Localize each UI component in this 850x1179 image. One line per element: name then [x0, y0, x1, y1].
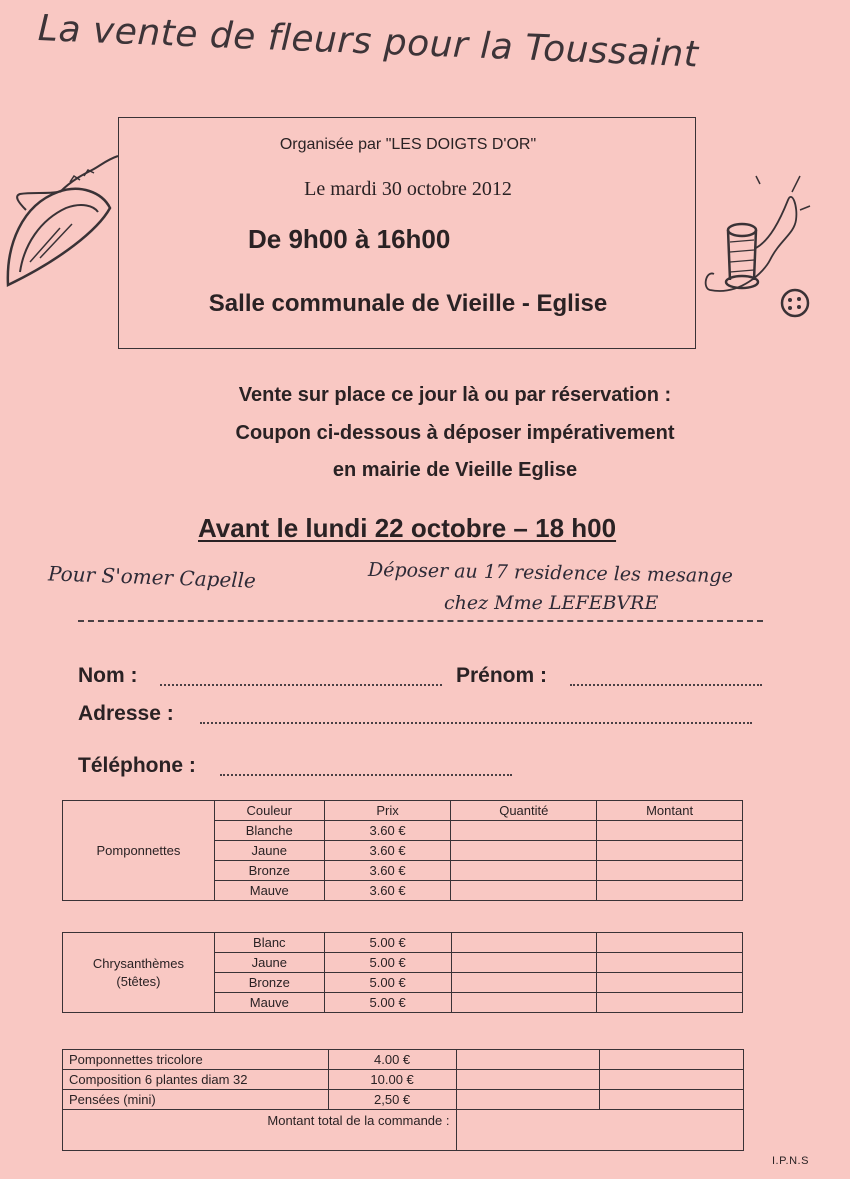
- color-cell: Mauve: [214, 993, 324, 1013]
- table-row: [63, 1070, 744, 1090]
- adresse-field[interactable]: [200, 722, 752, 724]
- amount-cell[interactable]: [600, 1070, 744, 1090]
- price-cell: 2,50 €: [328, 1090, 456, 1110]
- header-prix: Prix: [324, 801, 451, 821]
- table-row: [63, 933, 743, 953]
- price-cell: 5.00 €: [324, 953, 451, 973]
- price-cell: 10.00 €: [328, 1070, 456, 1090]
- color-cell: Bronze: [214, 973, 324, 993]
- quantity-cell[interactable]: [451, 861, 597, 881]
- sale-info-line1: Vente sur place ce jour là ou par réservation :: [238, 384, 672, 406]
- event-location: Salle communale de Vieille - Eglise: [208, 290, 608, 317]
- color-cell: Jaune: [214, 953, 324, 973]
- amount-cell[interactable]: [600, 1090, 744, 1110]
- quantity-cell[interactable]: [451, 821, 597, 841]
- color-cell: Blanche: [214, 821, 324, 841]
- quantity-cell[interactable]: [451, 841, 597, 861]
- prenom-label: Prénom :: [456, 664, 548, 687]
- quantity-cell[interactable]: [451, 933, 597, 953]
- handwritten-right-line2: chez Mme LEFEBVRE: [444, 592, 659, 614]
- quantity-cell[interactable]: [451, 993, 597, 1013]
- price-cell: 5.00 €: [324, 933, 451, 953]
- color-cell: Mauve: [214, 881, 324, 901]
- table-row: [63, 801, 743, 821]
- quantity-cell[interactable]: [456, 1070, 600, 1090]
- header-couleur: Couleur: [214, 801, 324, 821]
- event-hours: De 9h00 à 16h00: [248, 224, 451, 254]
- item-cell: Pomponnettes tricolore: [63, 1050, 329, 1070]
- amount-cell[interactable]: [597, 821, 743, 841]
- price-cell: 3.60 €: [324, 881, 451, 901]
- button-icon: [778, 286, 812, 320]
- amount-cell[interactable]: [597, 933, 743, 953]
- total-label: Montant total de la commande :: [63, 1110, 457, 1151]
- price-cell: 3.60 €: [324, 861, 451, 881]
- table-row: [63, 1110, 744, 1151]
- price-cell: 5.00 €: [324, 973, 451, 993]
- prenom-field[interactable]: [570, 684, 762, 686]
- ipns-footer: I.P.N.S: [772, 1155, 809, 1167]
- color-cell: Bronze: [214, 861, 324, 881]
- table-row: [63, 1090, 744, 1110]
- iron-icon: [0, 150, 125, 290]
- total-amount-cell[interactable]: [456, 1110, 744, 1151]
- event-date: Le mardi 30 octobre 2012: [304, 178, 512, 200]
- sale-info-line3: en mairie de Vieille Eglise: [332, 459, 578, 481]
- chrysanthemes-table: [62, 932, 743, 1013]
- deadline-text: Avant le lundi 22 octobre – 18 h00: [198, 513, 617, 543]
- handwritten-left: Pour S'omer Capelle: [47, 561, 257, 593]
- header-quantite: Quantité: [451, 801, 597, 821]
- cut-line: [78, 620, 763, 622]
- organizer-text: Organisée par "LES DOIGTS D'OR": [279, 136, 537, 153]
- page-title: La vente de fleurs pour la Toussaint: [37, 8, 700, 76]
- price-cell: 5.00 €: [324, 993, 451, 1013]
- other-items-table: [62, 1049, 744, 1151]
- amount-cell[interactable]: [597, 953, 743, 973]
- header-montant: Montant: [597, 801, 743, 821]
- quantity-cell[interactable]: [456, 1050, 600, 1070]
- handwritten-right-line1: Déposer au 17 residence les mesange: [367, 558, 734, 588]
- product-label: [63, 933, 215, 1013]
- quantity-cell[interactable]: [456, 1090, 600, 1110]
- amount-cell[interactable]: [600, 1050, 744, 1070]
- table-row: [63, 1050, 744, 1070]
- price-cell: 3.60 €: [324, 821, 451, 841]
- amount-cell[interactable]: [597, 993, 743, 1013]
- item-cell: Pensées (mini): [63, 1090, 329, 1110]
- telephone-label: Téléphone :: [78, 754, 196, 777]
- amount-cell[interactable]: [597, 861, 743, 881]
- quantity-cell[interactable]: [451, 953, 597, 973]
- pomponnettes-table: [62, 800, 743, 901]
- item-cell: Composition 6 plantes diam 32: [63, 1070, 329, 1090]
- amount-cell[interactable]: [597, 841, 743, 861]
- amount-cell[interactable]: [597, 973, 743, 993]
- price-cell: 4.00 €: [328, 1050, 456, 1070]
- product-label-line1: Chrysanthèmes: [92, 955, 184, 971]
- product-label-line2: (5têtes): [116, 973, 161, 989]
- product-label: Pomponnettes: [63, 801, 215, 901]
- color-cell: Jaune: [214, 841, 324, 861]
- color-cell: Blanc: [214, 933, 324, 953]
- amount-cell[interactable]: [597, 881, 743, 901]
- adresse-label: Adresse :: [78, 702, 174, 725]
- telephone-field[interactable]: [220, 774, 512, 776]
- quantity-cell[interactable]: [451, 881, 597, 901]
- quantity-cell[interactable]: [451, 973, 597, 993]
- sale-info-line2: Coupon ci-dessous à déposer impérativement: [235, 422, 675, 444]
- nom-label: Nom :: [78, 664, 138, 687]
- price-cell: 3.60 €: [324, 841, 451, 861]
- nom-field[interactable]: [160, 684, 442, 686]
